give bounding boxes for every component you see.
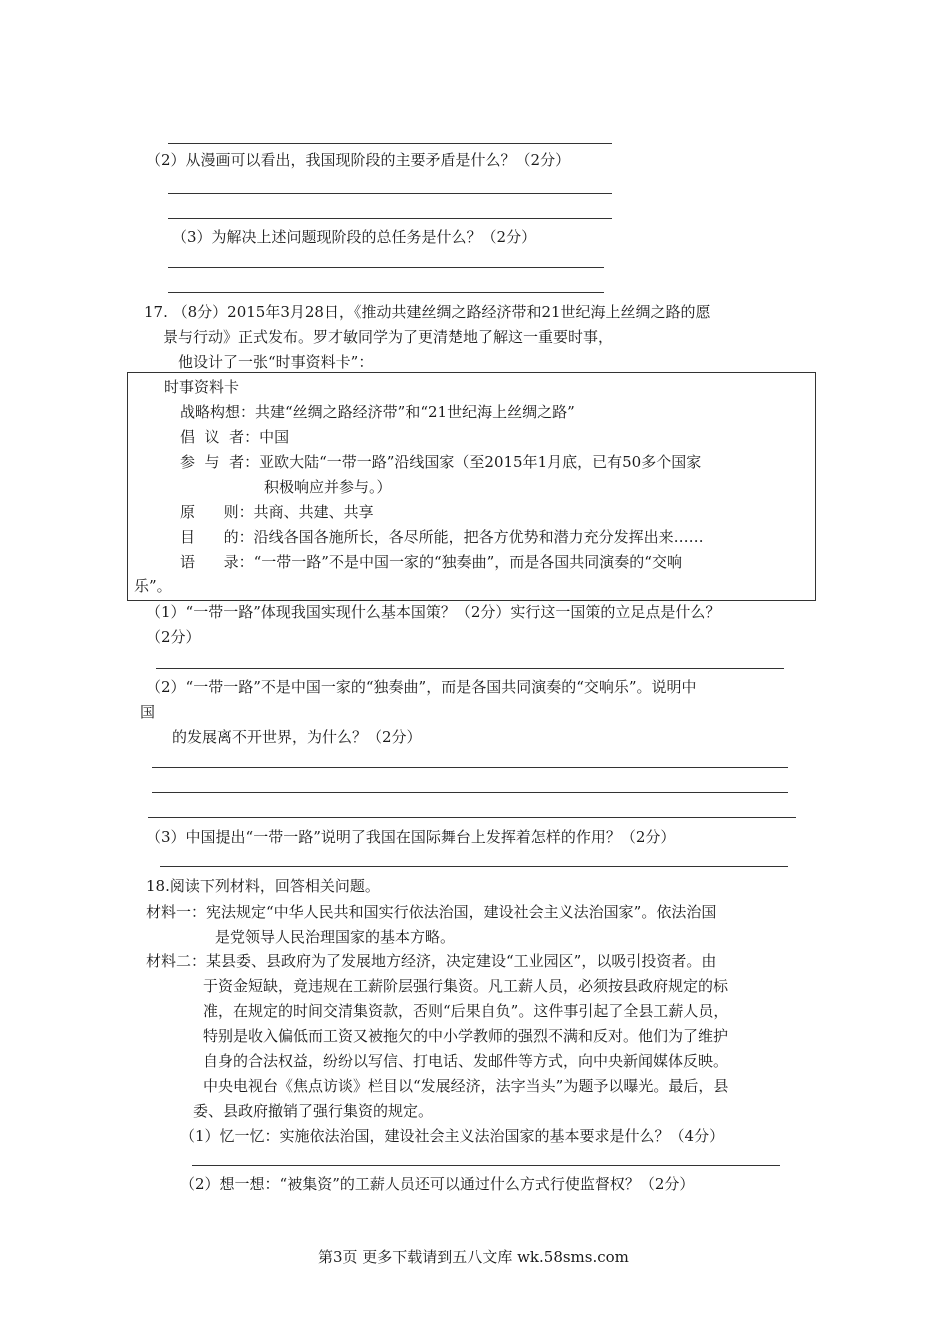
card-participants: 参 与 者：亚欧大陆“一带一路”沿线国家（至2015年1月底，已有50多个国家 (180, 453, 702, 471)
answer-line[interactable] (148, 817, 796, 818)
q18-intro: 18.阅读下列材料，回答相关问题。 (146, 877, 380, 895)
answer-line[interactable] (152, 767, 788, 768)
page-footer: 第3页 更多下载请到五八文库 wk.58sms.com (318, 1248, 629, 1266)
q18-part2: （2）想一想：“被集资”的工薪人员还可以通过什么方式行使监督权？（2分） (180, 1175, 695, 1193)
material-two: 委、县政府撤销了强行集资的规定。 (193, 1102, 434, 1120)
card-title: 时事资料卡 (164, 378, 240, 396)
answer-line[interactable] (156, 668, 784, 669)
q17-intro: 17. （8分）2015年3月28日，《推动共建丝绸之路经济带和21世纪海上丝绸之路的愿 (144, 303, 711, 321)
material-two: 于资金短缺，竟违规在工薪阶层强行集资。凡工薪人员，必须按县政府规定的标 (203, 977, 729, 995)
q17-part1: （1）“一带一路”体现我国实现什么基本国策？（2分）实行这一国策的立足点是什么？ (146, 603, 721, 621)
answer-line[interactable] (168, 292, 604, 293)
q17-part2: （2）“一带一路”不是中国一家的“独奏曲”，而是各国共同演奏的“交响乐”。说明中 (146, 678, 697, 696)
answer-line[interactable] (192, 1165, 780, 1166)
q17-part3: （3）中国提出“一带一路”说明了我国在国际舞台上发挥着怎样的作用？（2分） (146, 828, 676, 846)
q17-intro: 他设计了一张“时事资料卡”： (178, 353, 374, 371)
card-purpose: 目 的：沿线各国各施所长，各尽所能，把各方优势和潜力充分发挥出来…… (180, 528, 704, 546)
answer-line[interactable] (168, 193, 612, 194)
answer-line[interactable] (152, 792, 788, 793)
answer-line[interactable] (168, 267, 604, 268)
q17-part2: 国 (140, 703, 156, 721)
q16-part3: （3）为解决上述问题现阶段的总任务是什么？（2分） (172, 228, 537, 246)
q18-part1: （1）忆一忆：实施依法治国，建设社会主义法治国家的基本要求是什么？（4分） (180, 1127, 725, 1145)
card-participants: 积极响应并参与。） (264, 478, 392, 496)
q16-part2: （2）从漫画可以看出，我国现阶段的主要矛盾是什么？（2分） (146, 151, 571, 169)
q17-part1: （2分） (146, 628, 201, 646)
q17-part2: 的发展离不开世界，为什么？（2分） (172, 728, 422, 746)
material-two: 中央电视台《焦点访谈》栏目以“发展经济，法字当头”为题予以曝光。最后，县 (203, 1077, 729, 1095)
material-two: 材料二：某县委、县政府为了发展地方经济，决定建设“工业园区”，以吸引投资者。由 (146, 952, 717, 970)
card-quote: 语 录：“一带一路”不是中国一家的“独奏曲”，而是各国共同演奏的“交响 (180, 553, 682, 571)
card-proposer: 倡 议 者：中国 (180, 428, 290, 446)
answer-line[interactable] (168, 218, 612, 219)
answer-line[interactable] (168, 143, 612, 144)
card-quote: 乐”。 (134, 577, 172, 595)
card-principle: 原 则：共商、共建、共享 (180, 503, 374, 521)
q17-intro: 景与行动》正式发布。罗才敏同学为了更清楚地了解这一重要时事， (163, 328, 614, 346)
answer-line[interactable] (160, 866, 788, 867)
card-strategy: 战略构想：共建“丝绸之路经济带”和“21世纪海上丝绸之路” (180, 403, 575, 421)
material-one: 是党领导人民治理国家的基本方略。 (215, 928, 456, 946)
material-two: 自身的合法权益，纷纷以写信、打电话、发邮件等方式，向中央新闻媒体反映。 (203, 1052, 729, 1070)
material-two: 准，在规定的时间交清集资款，否则“后果自负”。这件事引起了全县工薪人员， (203, 1002, 729, 1020)
material-one: 材料一：宪法规定“中华人民共和国实行依法治国，建设社会主义法治国家”。依法治国 (146, 903, 717, 921)
material-two: 特别是收入偏低而工资又被拖欠的中小学教师的强烈不满和反对。他们为了维护 (203, 1027, 729, 1045)
